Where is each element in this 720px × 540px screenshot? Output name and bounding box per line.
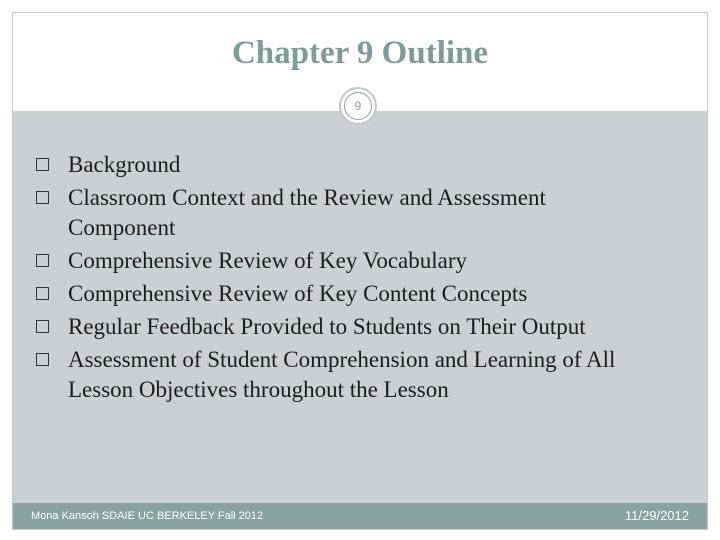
bullet-item [36, 312, 656, 342]
bullet-item [36, 183, 656, 243]
bullet-list [36, 150, 656, 408]
slide-number-badge [339, 87, 377, 125]
square-bullet-icon [36, 158, 49, 171]
bullet-text: Comprehensive Review of Key Content Concepts [68, 281, 528, 306]
bullet-text: Comprehensive Review of Key Vocabulary [68, 248, 467, 273]
slide-title: Chapter 9 Outline [231, 35, 489, 71]
bullet-item [36, 246, 656, 276]
bullet-text: Assessment of Student Comprehension and Learning of All Lesson Objectives throughout the Lesson [68, 347, 616, 402]
square-bullet-icon [36, 353, 49, 366]
square-bullet-icon [36, 320, 49, 333]
bullet-item [36, 345, 656, 405]
square-bullet-icon [36, 287, 49, 300]
bullet-text: Classroom Context and the Review and Assessment Component [68, 185, 546, 240]
footer [13, 503, 707, 529]
bullet-item [36, 150, 656, 180]
footer-date: 11/29/2012 [624, 508, 689, 523]
footer-author: Mona Kansoh SDAIE UC BERKELEY Fall 2012 [31, 510, 264, 522]
square-bullet-icon [36, 254, 49, 267]
square-bullet-icon [36, 191, 49, 204]
bullet-text: Background [68, 152, 181, 177]
bullet-text: Regular Feedback Provided to Students on Their Output [68, 314, 586, 339]
slide-number: 9 [344, 92, 372, 120]
bullet-item [36, 279, 656, 309]
